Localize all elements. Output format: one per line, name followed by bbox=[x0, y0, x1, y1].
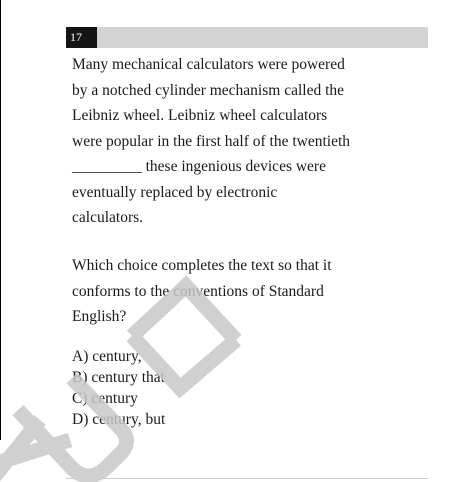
question-number: 17 bbox=[66, 27, 97, 48]
passage-line: by a notched cylinder mechanism called the bbox=[72, 81, 345, 99]
question-prompt bbox=[72, 253, 402, 330]
watermark-letter-t bbox=[0, 420, 70, 482]
answer-choices bbox=[72, 346, 165, 430]
question-passage bbox=[72, 52, 402, 231]
passage-line: calculators. bbox=[72, 209, 144, 226]
left-margin-rule bbox=[0, 0, 1, 440]
choice-a[interactable]: A) century, bbox=[72, 348, 142, 365]
page-bottom-rule bbox=[66, 478, 428, 479]
passage-line: eventually replaced by electronic bbox=[72, 183, 278, 201]
choice-d[interactable]: D) century, but bbox=[72, 411, 166, 428]
prompt-line: conforms to the conventions of Standard bbox=[72, 282, 324, 300]
choice-b[interactable]: B) century that bbox=[72, 369, 165, 386]
prompt-line: Which choice completes the text so that it bbox=[72, 257, 332, 274]
passage-line: Many mechanical calculators were powered bbox=[72, 56, 345, 73]
passage-line: were popular in the first half of the twentieth bbox=[72, 132, 351, 150]
choice-c[interactable]: C) century bbox=[72, 390, 138, 407]
question-header-bar bbox=[66, 27, 428, 48]
passage-line-blank: _________ these ingenious devices were bbox=[72, 158, 326, 175]
passage-line: Leibniz wheel. Leibniz wheel calculators bbox=[72, 107, 328, 124]
prompt-line: English? bbox=[72, 308, 127, 325]
